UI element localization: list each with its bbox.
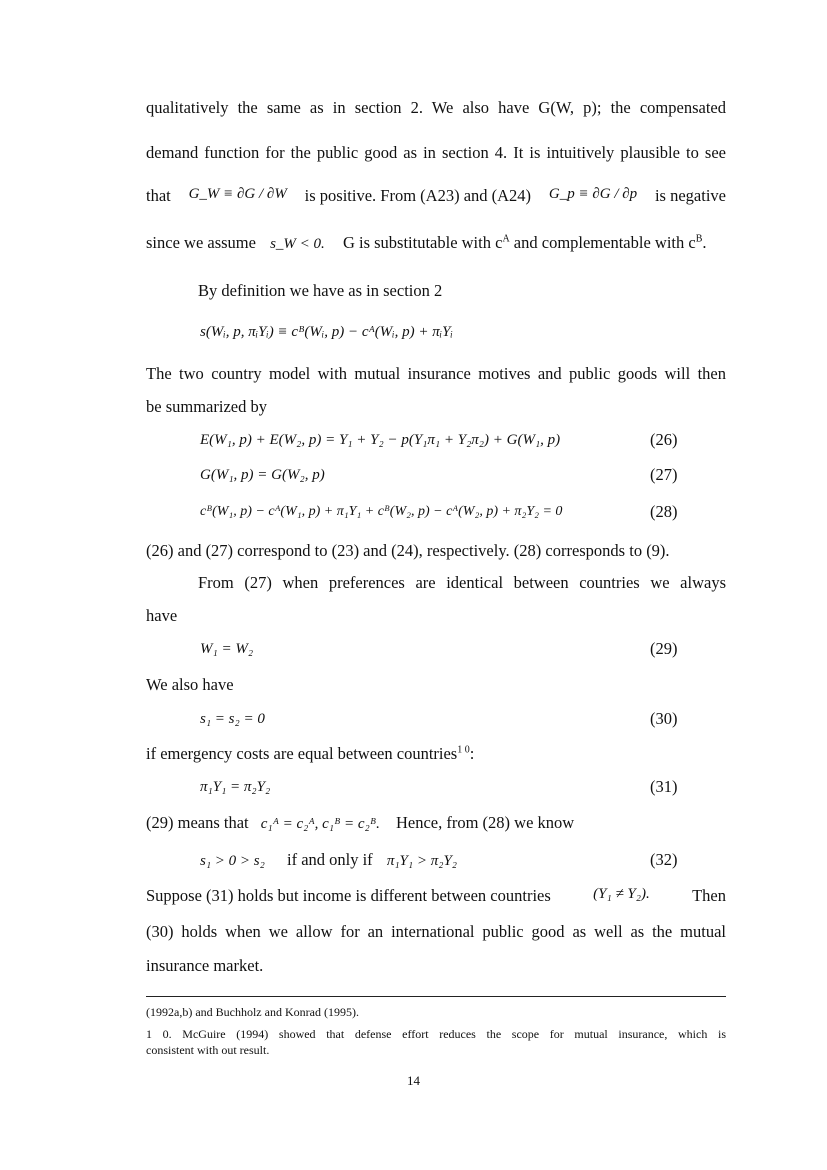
- math-gp: G_p ≡ ∂G / ∂p: [548, 186, 638, 202]
- text-line: The two country model with mutual insurance motives and public goods will then: [146, 364, 726, 383]
- math-inline: (Y₁ ≠ Y₂).: [593, 886, 650, 902]
- equation-32: [200, 850, 457, 870]
- text-line: demand function for the public good as in section 4. It is intuitively plausible to see: [146, 143, 726, 162]
- equation-29: W₁ = W₂: [200, 641, 254, 657]
- equation-number: (32): [650, 850, 678, 869]
- equation-number: (26): [650, 430, 678, 449]
- superscript: B: [695, 233, 703, 245]
- superscript: A: [502, 233, 510, 245]
- text-fragment: and complementable with c: [509, 233, 696, 252]
- equation-number: (29): [650, 639, 678, 658]
- text-line-with-math: [146, 233, 707, 253]
- math-gw: G_W ≡ ∂G / ∂W: [188, 186, 287, 202]
- text-fragment: .: [702, 233, 707, 252]
- footnote-text: (1992a,b) and Buchholz and Konrad (1995).: [146, 1005, 359, 1019]
- page-number: 14: [407, 1073, 420, 1088]
- text-line: (30) holds when we allow for an international public good as well as the mutual: [146, 922, 726, 941]
- text-line: qualitatively the same as in section 2. We also have G(W, p); the compensated: [146, 98, 726, 117]
- equation-number: (28): [650, 502, 678, 521]
- equation-number: (31): [650, 777, 678, 796]
- equation-26: E(W₁, p) + E(W₂, p) = Y₁ + Y₂ − p(Y₁π₁ + Y₂π₂) + G(W₁, p): [200, 432, 561, 448]
- equation-31: π₁Y₁ = π₂Y₂: [200, 779, 271, 795]
- text-fragment: Then: [692, 886, 726, 905]
- math-inline: s₁ > 0 > s₂: [200, 853, 265, 869]
- text-line: insurance market.: [146, 956, 264, 975]
- text-line: We also have: [146, 675, 234, 694]
- text-line-with-math: [146, 186, 726, 206]
- text-fragment: that: [146, 186, 171, 205]
- text-fragment: :: [469, 744, 475, 763]
- text-line-with-math: [146, 886, 726, 906]
- text-line-with-math: [146, 813, 574, 833]
- text-line: [146, 744, 474, 764]
- text-fragment: if emergency costs are equal between countries: [146, 744, 458, 763]
- equation-28: cᴮ(W₁, p) − cᴬ(W₁, p) + π₁Y₁ + cᴮ(W₂, p) − cᴬ(W₂, p) + π₂Y₂ = 0: [200, 504, 563, 519]
- text-fragment: (29) means that: [146, 813, 249, 832]
- text-line: By definition we have as in section 2: [198, 281, 443, 300]
- text-line: be summarized by: [146, 397, 267, 416]
- footnote-10-cont: consistent with out result.: [146, 1043, 270, 1057]
- footnote-rule: [146, 996, 726, 997]
- footnote-marker: 1 0: [457, 744, 470, 756]
- text-line: From (27) when preferences are identical between countries we always: [198, 573, 726, 592]
- text-line: (26) and (27) correspond to (23) and (24), respectively. (28) corresponds to (9).: [146, 541, 670, 560]
- text-fragment: since we assume: [146, 233, 256, 252]
- equation-number: (27): [650, 465, 678, 484]
- text-fragment: is positive. From (A23) and (A24): [304, 186, 532, 205]
- equation-30: s₁ = s₂ = 0: [200, 711, 265, 727]
- text-fragment: Suppose (31) holds but income is different between countries: [146, 886, 551, 905]
- equation-def-s: s(Wᵢ, p, πᵢYᵢ) ≡ cᴮ(Wᵢ, p) − cᴬ(Wᵢ, p) + πᵢYᵢ: [200, 324, 453, 340]
- text-fragment: if and only if: [286, 850, 373, 869]
- equation-27: G(W₁, p) = G(W₂, p): [200, 467, 325, 483]
- footnote-10: 1 0. McGuire (1994) showed that defense effort reduces the scope for mutual insurance, which is: [146, 1027, 726, 1041]
- math-inline: c₁ᴬ = c₂ᴬ, c₁ᴮ = c₂ᴮ.: [260, 816, 380, 832]
- text-fragment: is negative: [654, 186, 726, 205]
- text-line: have: [146, 606, 178, 625]
- text-fragment: Hence, from (28) we know: [395, 813, 575, 832]
- math-sw: s_W < 0.: [270, 236, 325, 252]
- equation-number: (30): [650, 709, 678, 728]
- math-inline: π₁Y₁ > π₂Y₂: [386, 853, 458, 869]
- text-fragment: G is substitutable with c: [342, 233, 503, 252]
